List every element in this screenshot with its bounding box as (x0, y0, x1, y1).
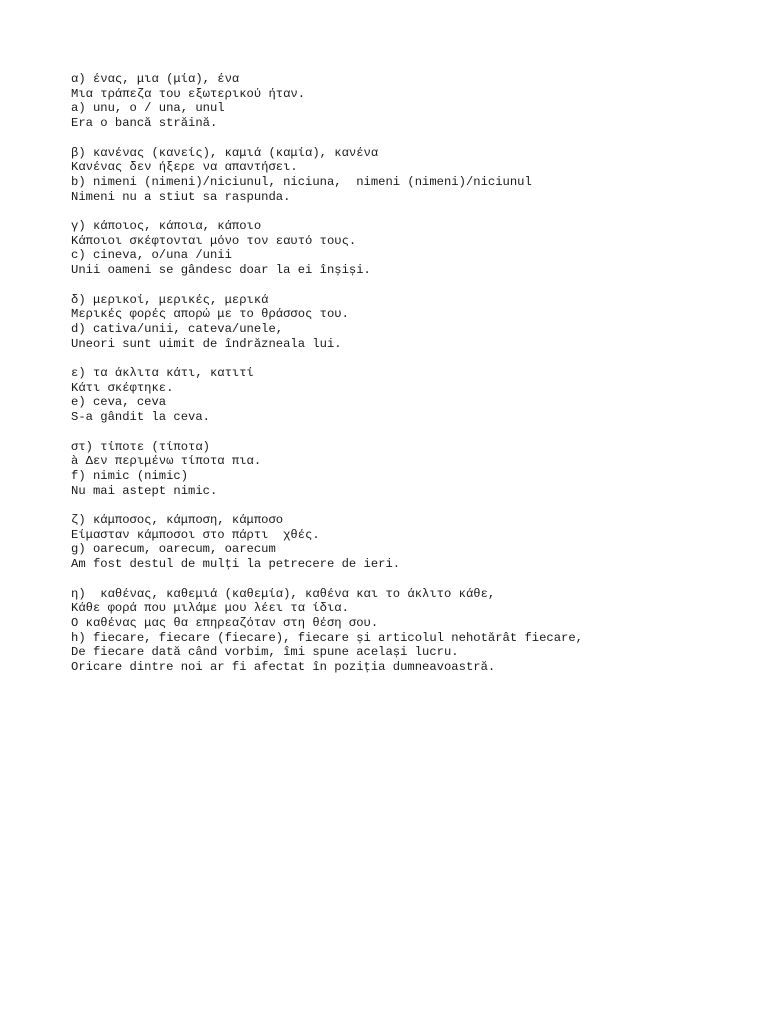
text-line: h) fiecare, fiecare (fiecare), fiecare și articolul nehotărât fiecare, (71, 630, 583, 645)
section-eta (71, 587, 751, 675)
text-line: S-a gândit la ceva. (71, 410, 210, 425)
text-line: f) nimic (nimic) (71, 468, 189, 483)
text-line: ε) τα άκλιτα κάτι, κατιτί (71, 366, 254, 380)
text-line: e) ceva, ceva (71, 395, 167, 410)
text-line: Κάτι σκέφτηκε. (71, 380, 174, 395)
text-line: Είμασταν κάμποσοι στο πάρτι χθές. (71, 527, 320, 542)
section-stigma (71, 440, 751, 499)
document-page (71, 72, 751, 689)
text-line: Ο καθένας μας θα επηρεαζόταν στη θέση σου. (71, 615, 379, 630)
text-line: β) κανένας (κανείς), καμιά (καμία), κανένα (71, 145, 379, 160)
section-zeta (71, 513, 751, 572)
text-line: ζ) κάμποσος, κάμποση, κάμποσο (71, 513, 284, 527)
text-line: Am fost destul de mulți la petrecere de ieri. (71, 557, 401, 572)
section-gamma (71, 219, 751, 278)
text-line: d) cativa/unii, cateva/unele, (71, 321, 284, 336)
text-line: η) καθένας, καθεμιά (καθεμία), καθένα και το άκλιτο κάθε, (71, 586, 496, 601)
text-line: c) cineva, o/una /unii (71, 248, 232, 263)
text-line: Oricare dintre noi ar fi afectat în poziția dumneavoastră. (71, 660, 496, 675)
section-delta (71, 293, 751, 352)
text-line: Nimeni nu a stiut sa raspunda. (71, 189, 291, 204)
text-line: γ) κάποιος, κάποια, κάποιο (71, 219, 262, 233)
text-line: Κανένας δεν ήξερε να απαντήσει. (71, 160, 298, 175)
text-line: Μια τράπεζα του εξωτερικού ήταν. (71, 86, 306, 101)
text-line: Μερικές φορές απορώ με το θράσσος του. (71, 307, 349, 322)
section-epsilon (71, 366, 751, 425)
text-line: g) oarecum, oarecum, oarecum (71, 542, 276, 557)
text-line: à Δεν περιμένω τίποτα πια. (71, 454, 262, 469)
text-line: Nu mai astept nimic. (71, 483, 218, 498)
section-beta (71, 146, 751, 205)
text-line: α) ένας, μια (μία), ένα (71, 72, 240, 86)
text-line: στ) τίποτε (τίποτα) (71, 439, 210, 454)
text-line: b) nimeni (nimeni)/niciunul, niciuna, nimeni (nimeni)/niciunul (71, 174, 532, 189)
section-alpha (71, 72, 751, 131)
text-line: Era o bancă străină. (71, 116, 218, 131)
text-line: δ) μερικοί, μερικές, μερικά (71, 292, 269, 307)
text-line: De fiecare dată când vorbim, îmi spune același lucru. (71, 645, 459, 660)
text-line: Κάθε φορά που μιλάμε μου λέει τα ίδια. (71, 601, 349, 616)
text-line: Κάποιοι σκέφτονται μόνο τον εαυτό τους. (71, 233, 357, 248)
text-line: Uneori sunt uimit de îndrăzneala lui. (71, 336, 342, 351)
text-line: Unii oameni se gândesc doar la ei înșiși. (71, 263, 371, 278)
text-line: a) unu, o / una, unul (71, 101, 225, 116)
